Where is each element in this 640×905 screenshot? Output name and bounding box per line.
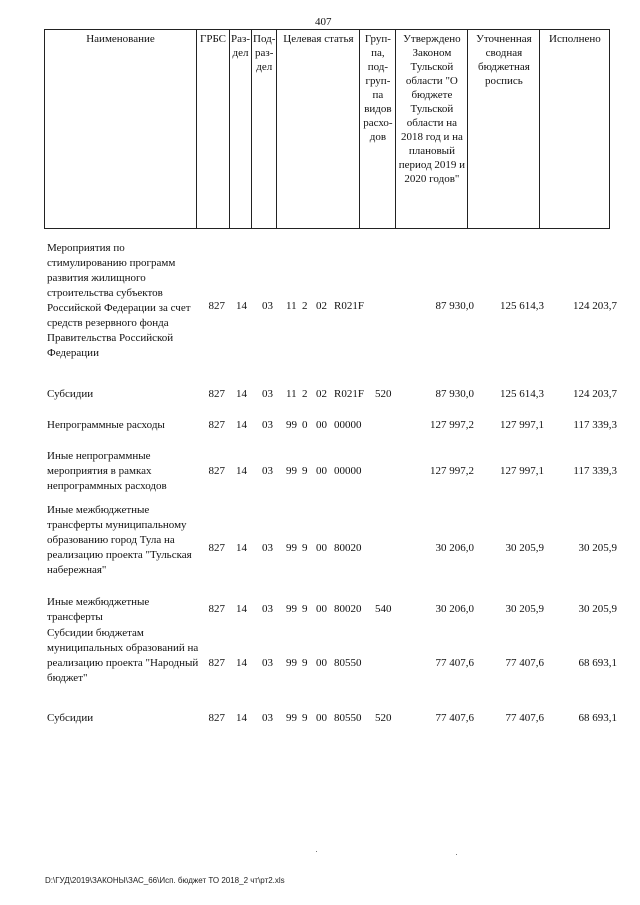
row-target-program: 99 — [286, 712, 297, 724]
row-target-measure: 02 — [316, 388, 327, 400]
row-name: Субсидии бюджетам муниципальных образований на реализацию проекта "Народный бюджет" — [47, 627, 199, 684]
row-target-subprogram: 9 — [302, 542, 308, 554]
row-executed: 30 205,9 — [578, 603, 617, 615]
row-target-measure: 00 — [316, 712, 327, 724]
row-executed: 124 203,7 — [573, 300, 617, 312]
row-refined: 77 407,6 — [505, 712, 544, 724]
row-podrazdel: 03 — [262, 388, 273, 400]
row-razdel: 14 — [236, 388, 247, 400]
row-name: Иные непрограммные мероприятия в рамках непрограммных расходов — [47, 450, 167, 492]
row-name: Иные межбюджетные трансферты — [47, 596, 150, 623]
row-refined: 77 407,6 — [505, 657, 544, 669]
row-target-subprogram: 0 — [302, 419, 308, 431]
row-target-code: R021F — [334, 300, 364, 312]
row-grbs: 827 — [208, 465, 225, 477]
row-target-measure: 00 — [316, 603, 327, 615]
header-refined: Уточненная сводная бюджетная роспись — [468, 30, 540, 229]
row-grbs: 827 — [208, 712, 225, 724]
row-podrazdel: 03 — [262, 300, 273, 312]
scan-speck — [316, 851, 317, 852]
row-refined: 127 997,1 — [500, 419, 544, 431]
header-group: Груп-па, под-груп-па видов расхо-дов — [360, 30, 396, 229]
row-approved: 77 407,6 — [435, 657, 474, 669]
row-target-measure: 00 — [316, 419, 327, 431]
row-podrazdel: 03 — [262, 542, 273, 554]
page-number: 407 — [315, 16, 332, 28]
row-razdel: 14 — [236, 603, 247, 615]
row-refined: 125 614,3 — [500, 388, 544, 400]
row-target-subprogram: 9 — [302, 657, 308, 669]
row-name: Непрограммные расходы — [47, 419, 165, 431]
row-approved: 77 407,6 — [435, 712, 474, 724]
header-name: Наименование — [45, 30, 197, 229]
row-group: 520 — [375, 712, 392, 724]
row-target-code: 00000 — [334, 465, 362, 477]
row-approved: 30 206,0 — [435, 542, 474, 554]
header-target: Целевая статья — [277, 30, 360, 229]
row-approved: 127 997,2 — [430, 419, 474, 431]
row-grbs: 827 — [208, 300, 225, 312]
row-executed: 117 339,3 — [573, 419, 617, 431]
row-podrazdel: 03 — [262, 712, 273, 724]
row-razdel: 14 — [236, 712, 247, 724]
row-grbs: 827 — [208, 657, 225, 669]
header-podrazdel: Под-раз-дел — [252, 30, 277, 229]
row-refined: 125 614,3 — [500, 300, 544, 312]
row-grbs: 827 — [208, 603, 225, 615]
row-target-code: R021F — [334, 388, 364, 400]
row-podrazdel: 03 — [262, 657, 273, 669]
header-razdel: Раз-дел — [230, 30, 252, 229]
row-approved: 30 206,0 — [435, 603, 474, 615]
row-approved: 87 930,0 — [435, 300, 474, 312]
row-executed: 124 203,7 — [573, 388, 617, 400]
row-executed: 68 693,1 — [578, 712, 617, 724]
row-razdel: 14 — [236, 542, 247, 554]
header-approved: Утверждено Законом Тульской области "О бюджете Тульской области на 2018 год и на плановый период 2019 и 2020 годов" — [396, 30, 468, 229]
row-group: 520 — [375, 388, 392, 400]
row-target-subprogram: 2 — [302, 388, 308, 400]
row-executed: 117 339,3 — [573, 465, 617, 477]
file-path-footer: D:\ГУД\2019\ЗАКОНЫ\ЗАС_66\Исп. бюджет ТО 2018_2 чт\рт2.xls — [45, 876, 285, 885]
row-name: Субсидии — [47, 712, 94, 724]
row-target-measure: 00 — [316, 465, 327, 477]
row-target-code: 80550 — [334, 657, 362, 669]
row-target-program: 99 — [286, 657, 297, 669]
row-target-subprogram: 9 — [302, 712, 308, 724]
row-refined: 127 997,1 — [500, 465, 544, 477]
row-razdel: 14 — [236, 300, 247, 312]
row-podrazdel: 03 — [262, 419, 273, 431]
row-refined: 30 205,9 — [505, 542, 544, 554]
row-target-code: 00000 — [334, 419, 362, 431]
header-grbs: ГРБС — [197, 30, 230, 229]
row-target-code: 80020 — [334, 603, 362, 615]
row-target-subprogram: 9 — [302, 603, 308, 615]
row-target-program: 11 — [286, 388, 297, 400]
row-name: Субсидии — [47, 388, 94, 400]
row-executed: 30 205,9 — [578, 542, 617, 554]
row-razdel: 14 — [236, 465, 247, 477]
row-approved: 127 997,2 — [430, 465, 474, 477]
row-razdel: 14 — [236, 419, 247, 431]
row-target-code: 80550 — [334, 712, 362, 724]
table-header — [44, 29, 610, 229]
row-podrazdel: 03 — [262, 465, 273, 477]
row-target-measure: 00 — [316, 542, 327, 554]
row-target-measure: 02 — [316, 300, 327, 312]
row-target-measure: 00 — [316, 657, 327, 669]
row-grbs: 827 — [208, 388, 225, 400]
row-target-program: 99 — [286, 542, 297, 554]
scan-speck — [456, 854, 457, 855]
row-target-subprogram: 2 — [302, 300, 308, 312]
row-executed: 68 693,1 — [578, 657, 617, 669]
row-name: Мероприятия по стимулированию программ развития жилищного строительства субъектов Российской Федерации за счет средств резервного фонда Правительства Российской Федерации — [47, 242, 191, 359]
row-target-program: 99 — [286, 465, 297, 477]
row-target-program: 99 — [286, 603, 297, 615]
row-group: 540 — [375, 603, 392, 615]
row-target-program: 99 — [286, 419, 297, 431]
row-refined: 30 205,9 — [505, 603, 544, 615]
row-target-subprogram: 9 — [302, 465, 308, 477]
row-grbs: 827 — [208, 542, 225, 554]
row-target-program: 11 — [286, 300, 297, 312]
row-grbs: 827 — [208, 419, 225, 431]
row-target-code: 80020 — [334, 542, 362, 554]
row-approved: 87 930,0 — [435, 388, 474, 400]
row-name: Иные межбюджетные трансферты муниципальному образованию город Тула на реализацию проекта "Тульская набережная" — [47, 504, 192, 576]
header-executed: Исполнено — [540, 30, 610, 229]
row-podrazdel: 03 — [262, 603, 273, 615]
row-razdel: 14 — [236, 657, 247, 669]
